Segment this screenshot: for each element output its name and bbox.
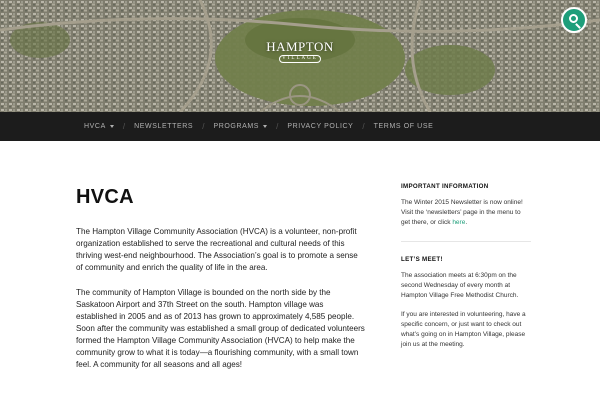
widget-text-body: The Winter 2015 Newsletter is now online! Visit the ‘newsletters’ page in the menu to get there, or click bbox=[401, 199, 523, 226]
widget-divider bbox=[401, 241, 531, 242]
nav-item-programs[interactable] bbox=[213, 123, 267, 130]
main-content bbox=[76, 186, 366, 371]
logo-wordmark: HAMPTON bbox=[266, 39, 334, 54]
widget-title: IMPORTANT INFORMATION bbox=[401, 183, 489, 190]
widget-important-information bbox=[401, 183, 531, 228]
nav-item-label: TERMS OF USE bbox=[373, 123, 434, 130]
widget-title: LET’S MEET! bbox=[401, 256, 443, 263]
newsletter-link[interactable]: here bbox=[452, 219, 466, 226]
logo-subtitle: VILLAGE bbox=[279, 55, 321, 63]
widget-text: The association meets at 6:30pm on the second Wednesday of every month at Hampton Village Free Methodist Church. bbox=[401, 272, 519, 299]
content-paragraph: The community of Hampton Village is bounded on the north side by the Saskatoon Airport and 37th Street on the south. Hampton village was established in 2005 and as of 2013 has grown to approximately 4,585 people. Soon after the community was established a small group of dedicated volunteers formed the Hampton Village Community Association (HVCA) to help make the community grow to what it is today—a flourishing community, with a small town feel. A community for all seasons and all ages! bbox=[76, 288, 365, 369]
nav-item-label: HVCA bbox=[84, 123, 106, 130]
nav-item-label: PRIVACY POLICY bbox=[287, 123, 354, 130]
page-title: HVCA bbox=[76, 186, 134, 208]
nav-item-privacy-policy[interactable] bbox=[287, 123, 353, 130]
content-paragraph: The Hampton Village Community Association (HVCA) is a volunteer, non-profit organization established to serve the recreational and cultural needs of this thriving west-end neighbourhood. The Association’s goal is to promote a sense of community and enrich the quality of life in the area. bbox=[76, 227, 358, 272]
sidebar bbox=[401, 183, 531, 350]
search-icon-handle bbox=[575, 23, 581, 29]
nav-separator: / bbox=[202, 122, 205, 131]
nav-separator: / bbox=[122, 122, 126, 131]
nav-item-label: PROGRAMS bbox=[213, 123, 260, 130]
nav-separator: / bbox=[276, 122, 279, 131]
site-logo[interactable] bbox=[262, 40, 338, 70]
search-button[interactable] bbox=[561, 7, 587, 33]
chevron-down-icon bbox=[263, 125, 267, 128]
nav-item-label: NEWSLETTERS bbox=[134, 123, 194, 130]
nav-item-hvca[interactable] bbox=[84, 123, 114, 130]
widget-lets-meet bbox=[401, 256, 531, 350]
header-aerial-image bbox=[0, 0, 600, 112]
nav-item-newsletters[interactable] bbox=[134, 123, 193, 130]
widget-text: If you are interested in volunteering, have a specific concern, or just want to check out what’s going on in Hampton Village, please join us at the meeting. bbox=[401, 311, 526, 348]
nav-item-terms-of-use[interactable] bbox=[374, 123, 434, 130]
search-icon bbox=[569, 14, 578, 23]
widget-text bbox=[401, 198, 531, 228]
widget-text-end: . bbox=[465, 219, 468, 226]
chevron-down-icon bbox=[110, 125, 114, 128]
main-navigation bbox=[0, 112, 600, 141]
nav-separator: / bbox=[362, 122, 365, 131]
